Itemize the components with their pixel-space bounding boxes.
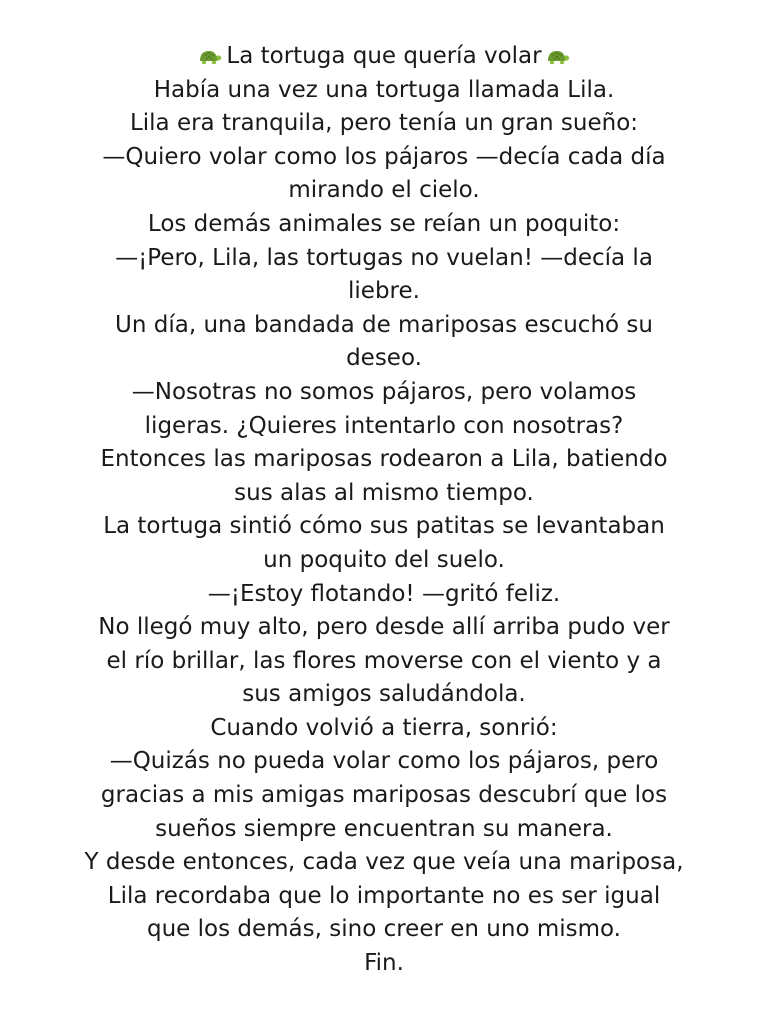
story-ending: Fin. — [364, 950, 404, 977]
story-line: —Nosotras no somos pájaros, pero volamos — [131, 378, 637, 405]
story-line: —¡Estoy flotando! —gritó feliz. — [207, 580, 561, 607]
story-line: Un día, una bandada de mariposas escuchó su — [115, 311, 653, 338]
turtle-icon — [198, 47, 222, 65]
story-title-row — [64, 40, 704, 74]
story-line: —¡Pero, Lila, las tortugas no vuelan! —decía la — [115, 244, 653, 271]
story-title: La tortuga que quería volar — [226, 43, 542, 69]
story-line: Lila era tranquila, pero tenía un gran sueño: — [129, 110, 639, 137]
story-line: sueños siempre encuentran su manera. — [155, 815, 613, 842]
story-line: Los demás animales se reían un poquito: — [147, 210, 621, 237]
story-line: liebre. — [348, 278, 420, 305]
story-line: Lila recordaba que lo importante no es ser igual — [107, 882, 661, 909]
story-line: Entonces las mariposas rodearon a Lila, batiendo — [100, 446, 668, 473]
story-line: deseo. — [346, 345, 422, 372]
story-line: Y desde entonces, cada vez que veía una mariposa, — [84, 849, 684, 876]
story-text — [64, 40, 704, 981]
story-line: Cuando volvió a tierra, sonrió: — [210, 714, 558, 741]
story-line: un poquito del suelo. — [263, 546, 505, 573]
story-line: sus amigos saludándola. — [242, 681, 526, 708]
turtle-icon — [546, 47, 570, 65]
story-line: ligeras. ¿Quieres intentarlo con nosotras? — [144, 412, 624, 439]
story-line: el río brillar, las flores moverse con el viento y a — [106, 647, 662, 674]
story-line: gracias a mis amigas mariposas descubrí que los — [100, 782, 668, 809]
story-line: sus alas al mismo tiempo. — [234, 479, 534, 506]
story-line: No llegó muy alto, pero desde allí arriba pudo ver — [98, 614, 670, 641]
story-line: —Quiero volar como los pájaros —decía cada día — [102, 143, 666, 170]
story-line: La tortuga sintió cómo sus patitas se levantaban — [103, 513, 665, 540]
story-line: mirando el cielo. — [288, 177, 480, 204]
story-line: —Quizás no pueda volar como los pájaros, pero — [109, 748, 659, 775]
story-line: que los demás, sino creer en uno mismo. — [147, 916, 621, 943]
story-line: Había una vez una tortuga llamada Lila. — [153, 76, 615, 103]
